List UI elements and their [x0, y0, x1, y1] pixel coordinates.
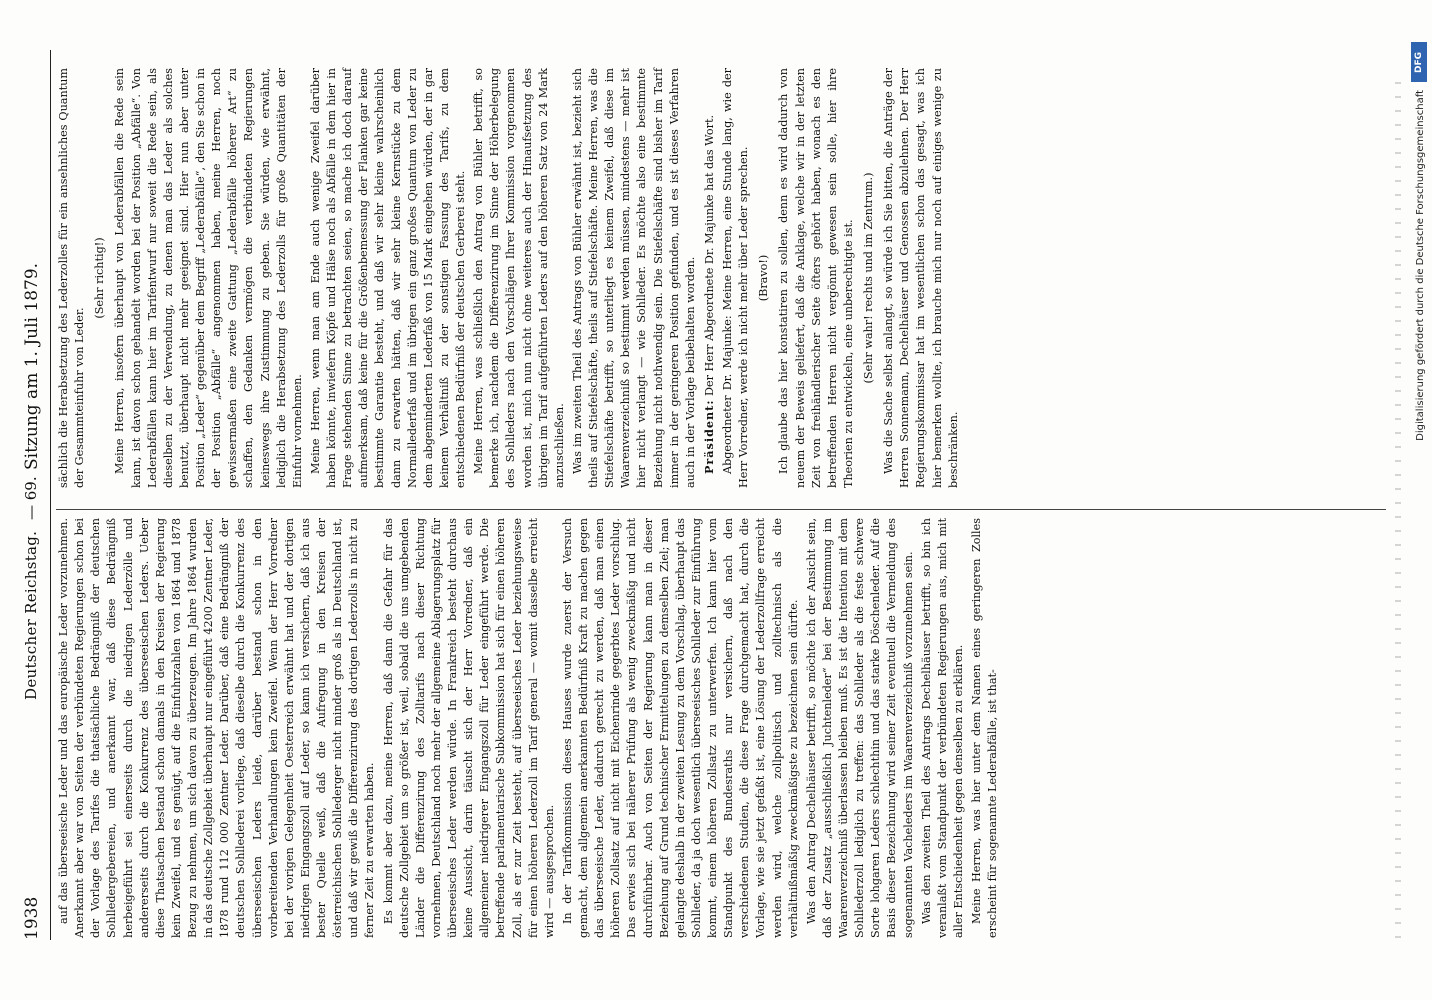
paragraph: sächlich die Herabsetzung des Lederzolles für ein ansehnliches Quantum der Gesammteinfuhr von Leder. — [57, 68, 87, 488]
right-column — [56, 68, 964, 488]
column-divider — [56, 509, 1386, 510]
page-header — [22, 50, 46, 940]
paragraph: Was im zweiten Theil des Antrags von Bühler erwähnt ist, bezieht sich theils auf Stiefelschäfte, theils auf Stiefelschäfte. Meine Herren, was die Stiefelschäfte betrifft, so unterliegt es keinem Zweifel, daß diese im Waarenverzeichniß so bestimmt werden müssen, mindestens — mehr ist hier nicht verlangt — wie Sohlleder. Es möchte also eine bestimmte Beziehung nicht nothwendig sein. Die Stiefelschäfte sind bisher im Tarif immer in der geringeren Position gefunden, und es ist dieses Verfahren auch in der Vorlage beibehalten worden. — [570, 68, 697, 488]
scan-noise — [1395, 78, 1401, 938]
paragraph: Meine Herren, was schließlich den Antrag von Bühler betrifft, so bemerke ich, nachdem die Differenzirung im Sinne der Höherbelegung des Sohlleders nach den Vorschlägen Ihrer Kommission vorgenommen worden ist, mich nun nicht ohne weiteres auch der Hinaufsetzung des übrigen im Tarif aufgeführten Leders auf den höheren Satz von 24 Mark anzuschließen. — [472, 68, 566, 488]
header-rule — [50, 50, 51, 940]
paragraph: Was die Sache selbst anlangt, so würde ich Sie bitten, die Anträge der Herren Sonnemann, Dechelhäuser und Genossen abzulehnen. Der Herr Regierungskommissar hat im wesentlichen schon das gesagt, was ich hier bemerken wollte, ich brauche mich nur noch auf einiges wenige zu beschränken. — [882, 68, 960, 488]
left-column — [56, 518, 1003, 938]
paragraph: Es kommt aber dazu, meine Herren, daß dann die Gefahr für das deutsche Zollgebiet um so größer ist, weil, sobald die uns umgebenden Länder die Differenzirung des Zolltarifs nach dieser Richtung vornehmen, Deutschland noch mehr der allgemeine Ablagerungsplatz für überseeisches Leder werden würde. In Frankreich besteht durchaus keine Aussicht, darin täuscht sich der Herr Vorredner, daß ein allgemeiner niedrigerer Eingangszoll für Leder eingeführt werde. Die betreffende parlamentarische Subkommission hat sich für einen höheren Zoll, als er zur Zeit besteht, auf überseeisches Leder beziehungsweise für einen höheren Lederzoll im Tarif general — womit dasselbe erreicht wird — ausgesprochen. — [381, 518, 556, 938]
dfg-watermark — [1408, 20, 1430, 980]
paragraph: Meine Herren, was hier unter dem Namen eines geringeren Zolles erscheint für sogenannte Lederabfälle, ist that- — [970, 518, 1000, 938]
speaker-text: Der Herr Abgeordnete Dr. Majunke hat das Wort. — [702, 114, 716, 396]
paragraph: Ich glaube das hier konstatiren zu sollen, denn es wird dadurch von neuem der Beweis geliefert, daß die Anklage, welche wir in der letzten Zeit von freihändlerischer Seite öfters gehört haben, wonach es den betreffenden Herren nicht vergönnt gewesen sein solle, hier ihre Theorien zu entwickeln, eine unberechtigte ist. — [777, 68, 855, 488]
paragraph: In der Tarifkommission dieses Hauses wurde zuerst der Versuch gemacht, dem allgemein anerkannten Bedürfniß Kraft zu machen gegen das überseeische Leder, dadurch gerecht zu werden, daß man einen höheren Zollsatz auf nicht mit Eichenrinde gegerbtes Leder vorschlug. Das erwies sich bei näherer Prüfung als wenig zweckmäßig und nicht durchführbar. Auch von Seiten der Regierung kann man in dieser Beziehung auf Grund technischer Ermittelungen zu demselben Ziel; man gelangte deshalb in der zweiten Lesung zu dem Vorschlag, überhaupt das Sohlleder, da ja doch wesentlich überseeisches Sohlleder zur Einführung kommt, einem höheren Zollsatz zu unterwerfen. Ich kann hier vom Standpunkt des Bundesraths nur versichern, daß nach den verschiedenen Studien, die diese Frage durchgemacht hat, durch die Vorlage, wie sie jetzt gefaßt ist, eine Lösung der Lederzollfrage erreicht werden wird, welche zollpolitisch und zolltechnisch als die verhältnißmäßig zweckmäßigste zu bezeichnen sein dürfte. — [560, 518, 800, 938]
paragraph: Meine Herren, insofern überhaupt von Lederabfällen die Rede sein kann, ist davon schon gehandelt worden bei der Position „Abfälle“. Von Lederabfällen kann hier im Tarifentwurf nur soweit die Rede sein, als dieselben zu der Verwendung, zu denen man das Leder als solches benutzt, überhaupt nicht mehr geeignet sind. Hier nun aber unter Position „Leder“ gegenüber dem Begriff „Lederabfälle“, den Sie schon in der Position „Abfälle“ angenommen haben, meine Herren, noch gewissermaßen eine zweite Gattung „Lederabfälle höherer Art“ zu schaffen, den Gedanken vermögen die verbündeten Regierungen keineswegs ihre Zustimmung zu geben. Sie würden, wie erwähnt, lediglich die Herabsetzung des Lederzolls für große Quantitäten der Einfuhr vornehmen. — [113, 68, 304, 488]
session-number: — 69. — [22, 476, 40, 520]
paragraph: Abgeordneter Dr. Majunke: Meine Herren, eine Stunde lang, wie der Herr Vorredner, werde ich nicht mehr über Leder sprechen. — [721, 68, 751, 488]
dfg-logo-icon: DFG — [1411, 42, 1427, 82]
running-title-left: Deutscher Reichstag. — [22, 530, 40, 700]
president-paragraph — [701, 68, 718, 488]
speaker-label: Präsident: — [701, 399, 716, 474]
paragraph: Was den Antrag Dechelhäuser betrifft, so möchte ich der Ansicht sein, daß der Zusatz „ausschließlich Juchtenleder“ bei der Bestimmung im Waarenverzeichniß überlassen bleiben muß. Es ist die Intention mit dem Sohllederzoll lediglich zu treffen: das Sohlleder als die feste schwere Sorte lohgaren Leders schlechthin und das starke Döschenleder. Auf die Basis dieser Bezeichnung wird seiner Zeit eventuell die Vermeldung des sogenannten Vacheleders im Waarenverzeichniß vorzunehmen sein. — [804, 518, 915, 938]
interjection: (Sehr wahr! rechts und im Zentrum.) — [862, 172, 875, 384]
paragraph: Was den zweiten Theil des Antrags Dechelhäuser betrifft, so bin ich veranlaßt vom Standpunkt der verbündeten Regierungen aus, mich mit aller Entschiedenheit gegen denselben zu erklären. — [919, 518, 965, 938]
dfg-watermark-text: Digitalisierung gefördert durch die Deutsche Forschungsgemeinschaft — [1415, 90, 1426, 441]
interjection: (Bravo!) — [757, 254, 771, 302]
paragraph: auf das überseeische Leder und das europäische Leder vorzunehmen. Anerkannt aber war von Seiten der verbündeten Regierungen schon bei der Vorlage des Tarifes die thatsächliche Bedrängniß der deutschen Sohlledergebereien, und anerkannt war, daß diese Bedrängniß herbeigeführt sei einerseits durch die niedrigen Lederzölle und andererseits durch die Konkurrenz des überseeischen Leders. Ueber diese Thatsachen bestand schon damals in den Kreisen der Regierung kein Zweifel, und es genügt, auf die Einfuhrzahlen von 1864 und 1878 Bezug zu nehmen, um sich davon zu überzeugen. Im Jahre 1864 wurden in das deutsche Zollgebiet überhaupt nur eingeführt 4200 Zentner Leder, 1878 rund 112 000 Zentner Leder. Darüber, daß eine Bedrängniß der deutschen Sohllederei vorliege, daß dieselbe durch die Konkurrenz des überseeischen Leders leide, darüber bestand schon in den vorbereitenden Verhandlungen kein Zweifel. Wenn der Herr Vorredner bei der vorigen Gelegenheit Oesterreich erwähnt hat und der dortigen niedrigen Eingangszoll auf Leder, so kann ich versichern, daß ich aus bester Quelle weiß, daß die Aufregung in den Kreisen der österreichischen Sohllederger nicht minder groß als in Deutschland ist, und daß wir gewiß die Differenzirung des dortigen Lederzolls in nicht zu ferner Zeit zu erwarten haben. — [57, 518, 377, 938]
interjection: (Sehr richtig!) — [93, 237, 107, 319]
running-title-right: Sitzung am 1. Juli 1879. — [22, 262, 42, 470]
paragraph: Meine Herren, wenn man am Ende auch wenige Zweifel darüber haben könnte, inwiefern Köpfe und Hälse noch als Abfälle in dem hier in Frage stehenden Sinne zu betrachten seien, so mache ich doch darauf aufmerksam, daß keine für die Größenbemessung der Flanken gar keine bestimmte Garantie besteht, und daß wir sehr kleine wahrscheinlich dann zu erwarten hätten, daß wir sehr kleine Kernstücke zu dem Normallederfaß und im übrigen ein ganz großes Quantum von Leder zu dem abgeminderten Lederfaß von 15 Mark eingehen würden, der in gar keinem Verhältniß zu der sonstigen Fassung des Tarifs, zu dem entschiedenen Bedürfniß der deutschen Gerberei steht. — [308, 68, 467, 488]
page-number: 1938 — [22, 896, 42, 940]
